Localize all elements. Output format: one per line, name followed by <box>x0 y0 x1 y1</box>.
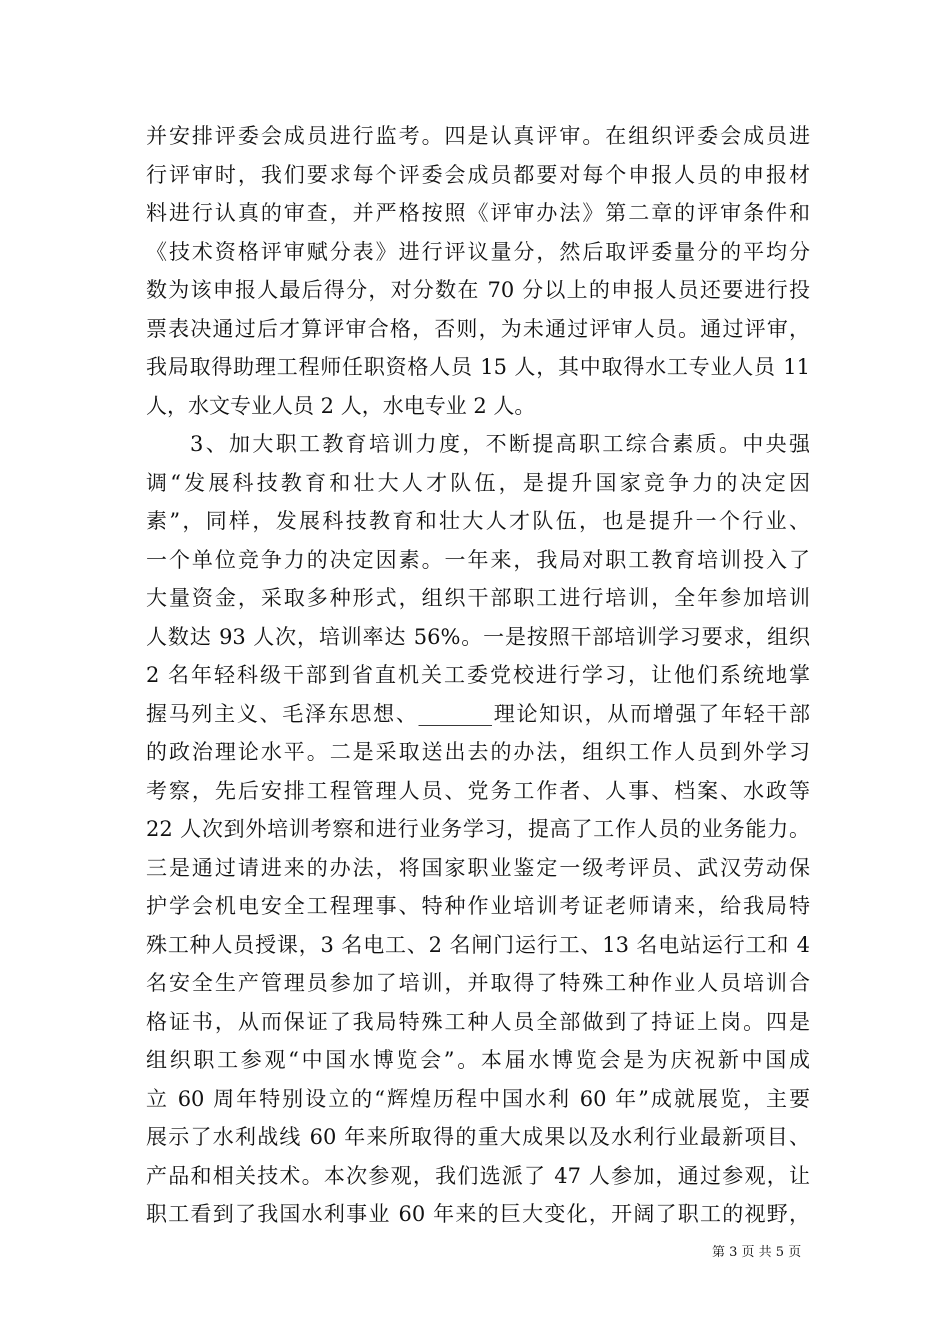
text-line-20: 三是通过请进来的办法，将国家职业鉴定一级考评员、武汉劳动保 <box>146 855 810 880</box>
text-line-2: 行评审时，我们要求每个评委会成员都要对每个申报人员的申报材 <box>146 162 810 187</box>
text-line-22: 殊工种人员授课，3 名电工、2 名闸门运行工、13 名电站运行工和 4 <box>146 932 810 957</box>
text-line-1: 并安排评委会成员进行监考。四是认真评审。在组织评委会成员进 <box>146 124 810 148</box>
text-line-6: 票表决通过后才算评审合格，否则，为未通过评审人员。通过评审， <box>146 316 810 341</box>
text-line-25: 组织职工参观“中国水博览会”。本届水博览会是为庆祝新中国成 <box>146 1048 810 1072</box>
body-text <box>146 117 810 1234</box>
text-line-26: 立 60 周年特别设立的“辉煌历程中国水利 60 年”成就展览，主要 <box>146 1086 810 1111</box>
text-line-29: 职工看到了我国水利事业 60 年来的巨大变化，开阔了职工的视野， <box>146 1202 810 1226</box>
text-line-28: 产品和相关技术。本次参观，我们选派了 47 人参加，通过参观，让 <box>146 1163 810 1188</box>
text-line-14: 人数达 93 人次，培训率达 56%。一是按照干部培训学习要求，组织 <box>146 624 810 649</box>
text-line-13: 大量资金，采取多种形式，组织干部职工进行培训，全年参加培训 <box>146 586 810 610</box>
text-line-3: 料进行认真的审查，并严格按照《评审办法》第二章的评审条件和 <box>146 201 810 225</box>
page-number-footer: 第 3 页 共 5 页 <box>712 1245 802 1260</box>
text-line-5: 数为该申报人最后得分，对分数在 70 分以上的申报人员还要进行投 <box>146 278 810 302</box>
text-line-7: 我局取得助理工程师任职资格人员 15 人，其中取得水工专业人员 11 <box>146 355 810 379</box>
text-line-23: 名安全生产管理员参加了培训，并取得了特殊工种作业人员培训合 <box>146 971 810 995</box>
text-line-21: 护学会机电安全工程理事、特种作业培训考证老师请来，给我局特 <box>146 894 810 918</box>
text-line-9: 3、加大职工教育培训力度，不断提高职工综合素质。中央强 <box>190 432 810 456</box>
text-line-16: 握马列主义、毛泽东思想、_______理论知识，从而增强了年轻干部 <box>146 701 810 726</box>
text-line-15: 2 名年轻科级干部到省直机关工委党校进行学习，让他们系统地掌 <box>146 663 810 687</box>
text-line-17: 的政治理论水平。二是采取送出去的办法，组织工作人员到外学习 <box>146 740 810 764</box>
text-line-12: 一个单位竞争力的决定因素。一年来，我局对职工教育培训投入了 <box>146 547 810 572</box>
text-line-19: 22 人次到外培训考察和进行业务学习，提高了工作人员的业务能力。 <box>146 817 810 841</box>
text-line-11: 素”，同样，发展科技教育和壮大人才队伍，也是提升一个行业、 <box>146 509 810 533</box>
text-line-18: 考察，先后安排工程管理人员、党务工作者、人事、档案、水政等 <box>146 778 810 803</box>
text-line-10: 调“发展科技教育和壮大人才队伍，是提升国家竞争力的决定因 <box>146 470 810 495</box>
text-line-27: 展示了水利战线 60 年来所取得的重大成果以及水利行业最新项目、 <box>146 1125 810 1149</box>
text-line-4: 《技术资格评审赋分表》进行评议量分，然后取评委量分的平均分 <box>146 239 810 264</box>
text-line-8: 人，水文专业人员 2 人，水电专业 2 人。 <box>146 393 536 418</box>
text-line-24: 格证书，从而保证了我局特殊工种人员全部做到了持证上岗。四是 <box>146 1009 810 1034</box>
